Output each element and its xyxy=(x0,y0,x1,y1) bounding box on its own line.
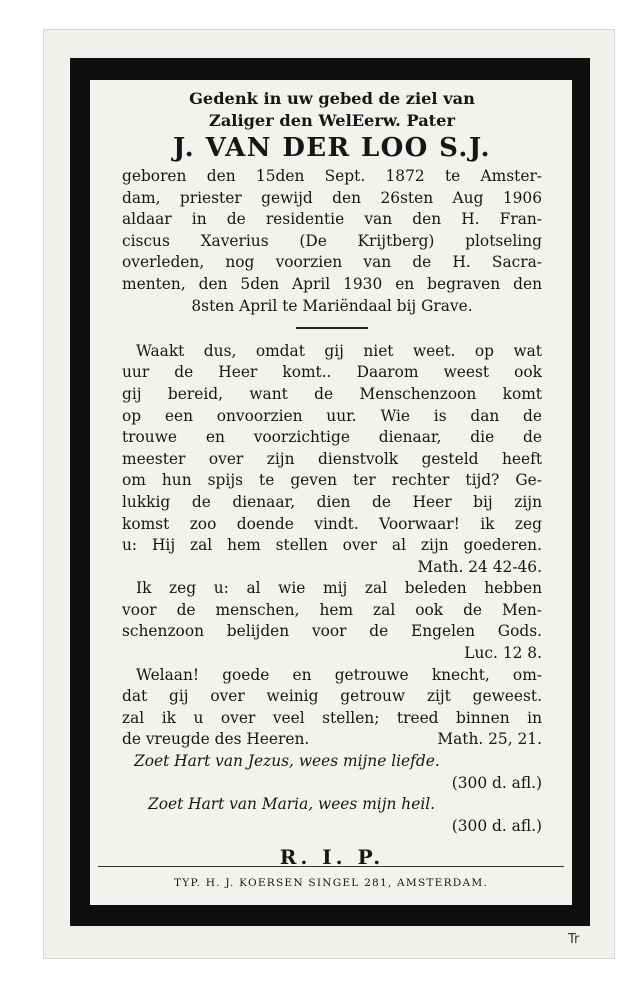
verse-line: de vreugde des Heeren. xyxy=(122,730,310,749)
header-line-2: Zaliger den WelEerw. Pater xyxy=(209,110,455,130)
verse-matthew-24 xyxy=(122,341,542,557)
verse-line: trouwe en voorzichtige dienaar, die de xyxy=(122,428,542,447)
verse-line: lukkig de dienaar, dien de Heer bij zijn xyxy=(122,492,542,511)
verse-line: Waakt dus, omdat gij niet weet. op wat xyxy=(136,341,542,360)
indulgence-note: (300 d. afl.) xyxy=(451,773,542,792)
bio-line: dam, priester gewijd den 26sten Aug 1906 xyxy=(122,188,542,207)
verse-line: voor de menschen, hem zal ook de Men- xyxy=(122,600,542,619)
bio-line: 8sten April te Mariëndaal bij Grave. xyxy=(191,296,473,315)
verse-line: Ik zeg u: al wie mij zal beleden hebben xyxy=(136,579,542,598)
rip-inscription: R. I. P. xyxy=(279,845,385,870)
verse-reference: Luc. 12 8. xyxy=(464,644,542,663)
biography xyxy=(122,166,542,317)
verse-line: uur de Heer komt.. Daarom weest ook xyxy=(122,363,542,382)
verse-line: Welaan! goede en getrouwe knecht, om- xyxy=(136,665,542,684)
header-line-1: Gedenk in uw gebed de ziel van xyxy=(189,89,475,108)
divider xyxy=(296,327,368,329)
verse-line: op een onvoorzien uur. Wie is dan de xyxy=(122,406,542,425)
verse-luke-12 xyxy=(122,578,542,643)
verse-last-line xyxy=(122,729,542,751)
deceased-name: J. VAN DER LOO S.J. xyxy=(172,133,492,163)
bio-line: menten, den 5den April 1930 en begraven den xyxy=(122,274,542,293)
printer-imprint: TYP. H. J. KOERSEN SINGEL 281, AMSTERDAM. xyxy=(98,866,564,895)
verse-line: zal ik u over veel stellen; treed binnen in xyxy=(122,708,542,727)
verse-line: gij bereid, want de Menschenzoon komt xyxy=(122,384,542,403)
card-text-panel xyxy=(90,80,572,905)
indulgence-note: (300 d. afl.) xyxy=(451,816,542,835)
pencil-mark: Tr xyxy=(568,932,580,947)
bio-line: ciscus Xaverius (De Krijtberg) plotseling xyxy=(122,231,542,250)
verse-line: schenzoon belijden voor de Engelen Gods. xyxy=(122,622,542,641)
verse-line: u: Hij zal hem stellen over al zijn goederen. xyxy=(122,536,542,555)
verse-line: komst zoo doende vindt. Voorwaar! ik zeg xyxy=(122,514,542,533)
prayer-sacred-heart-mary: Zoet Hart van Maria, wees mijn heil. xyxy=(148,795,436,814)
verse-line: dat gij over weinig getrouw zijt geweest. xyxy=(122,687,542,706)
verse-line: meester over zijn dienstvolk gesteld heeft xyxy=(122,449,542,468)
prayer-sacred-heart-jesus: Zoet Hart van Jezus, wees mijne liefde. xyxy=(134,752,440,771)
verse-line: om hun spijs te geven ter rechter tijd? Ge- xyxy=(122,471,542,490)
bio-line: overleden, nog voorzien van de H. Sacra- xyxy=(122,253,542,272)
verse-matthew-25 xyxy=(122,665,542,730)
verse-reference: Math. 25, 21. xyxy=(437,730,542,749)
bio-line: geboren den 15den Sept. 1872 te Amster- xyxy=(122,167,542,185)
bio-line: aldaar in de residentie van den H. Fran- xyxy=(122,210,542,229)
verse-reference: Math. 24 42-46. xyxy=(417,557,542,576)
